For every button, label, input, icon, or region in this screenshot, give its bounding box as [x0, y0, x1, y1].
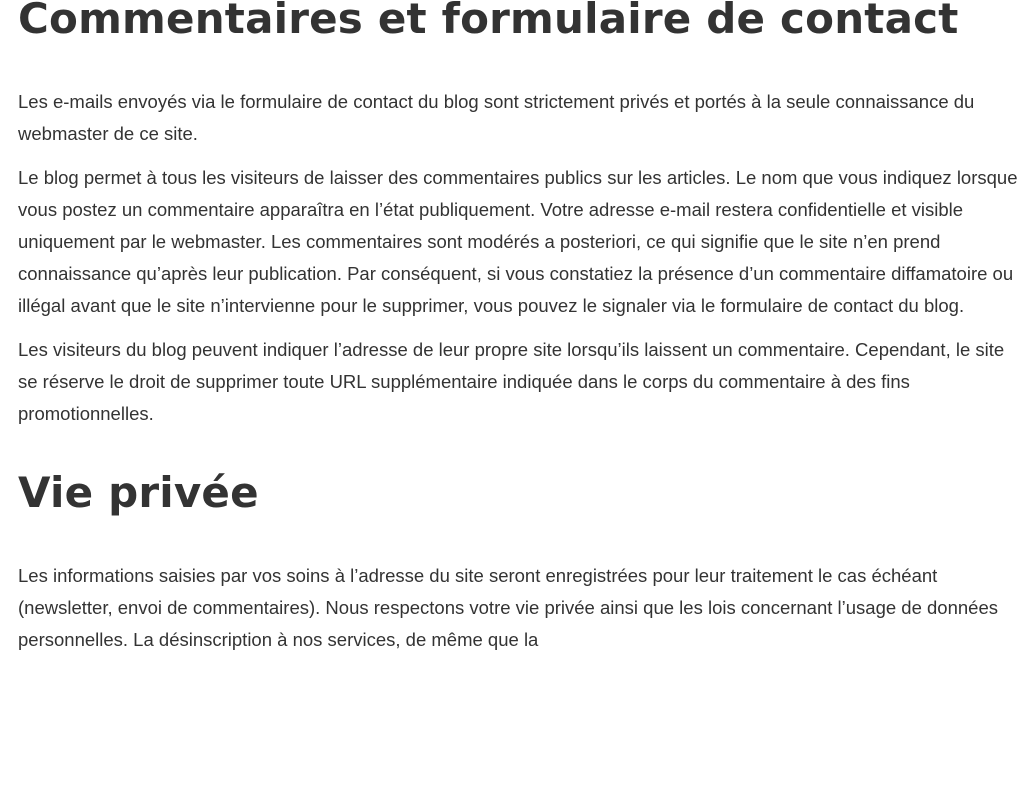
page-content: [18, 0, 1018, 656]
paragraph-public-comments: Le blog permet à tous les visiteurs de laisser des commentaires publics sur les articles. Le nom que vous indiquez lorsque vous postez un commentaire apparaîtra en l’état publiquement. Votre adresse e-mail restera confidentielle et visible uniquement par le webmaster. Les commentaires sont modérés a posteriori, ce qui signifie que le site n’en prend connaissance qu’après leur publication. Par conséquent, si vous constatiez la présence d’un commentaire diffamatoire ou illégal avant que le site n’intervienne pour le supprimer, vous pouvez le signaler via le formulaire de contact du blog.: [18, 167, 1018, 316]
heading-comments-contact: Commentaires et formulaire de contact: [18, 0, 959, 43]
paragraph-visitor-urls: Les visiteurs du blog peuvent indiquer l’adresse de leur propre site lorsqu’ils laissent un commentaire. Cependant, le site se réserve le droit de supprimer toute URL supplémentaire indiquée dans le corps du commentaire à des fins promotionnelles.: [18, 339, 1005, 424]
paragraph-contact-emails: Les e-mails envoyés via le formulaire de contact du blog sont strictement privés et portés à la seule connaissance du webmaster de ce site.: [18, 91, 975, 144]
heading-privacy: Vie privée: [18, 468, 259, 517]
section-comments-contact: [18, 0, 1018, 430]
section-privacy: [18, 464, 1018, 656]
paragraph-privacy-info: Les informations saisies par vos soins à l’adresse du site seront enregistrées pour leur traitement le cas échéant (newsletter, envoi de commentaires). Nous respectons votre vie privée ainsi que les lois concernant l’usage de données personnelles. La désinscription à nos services, de même que la: [18, 565, 999, 650]
